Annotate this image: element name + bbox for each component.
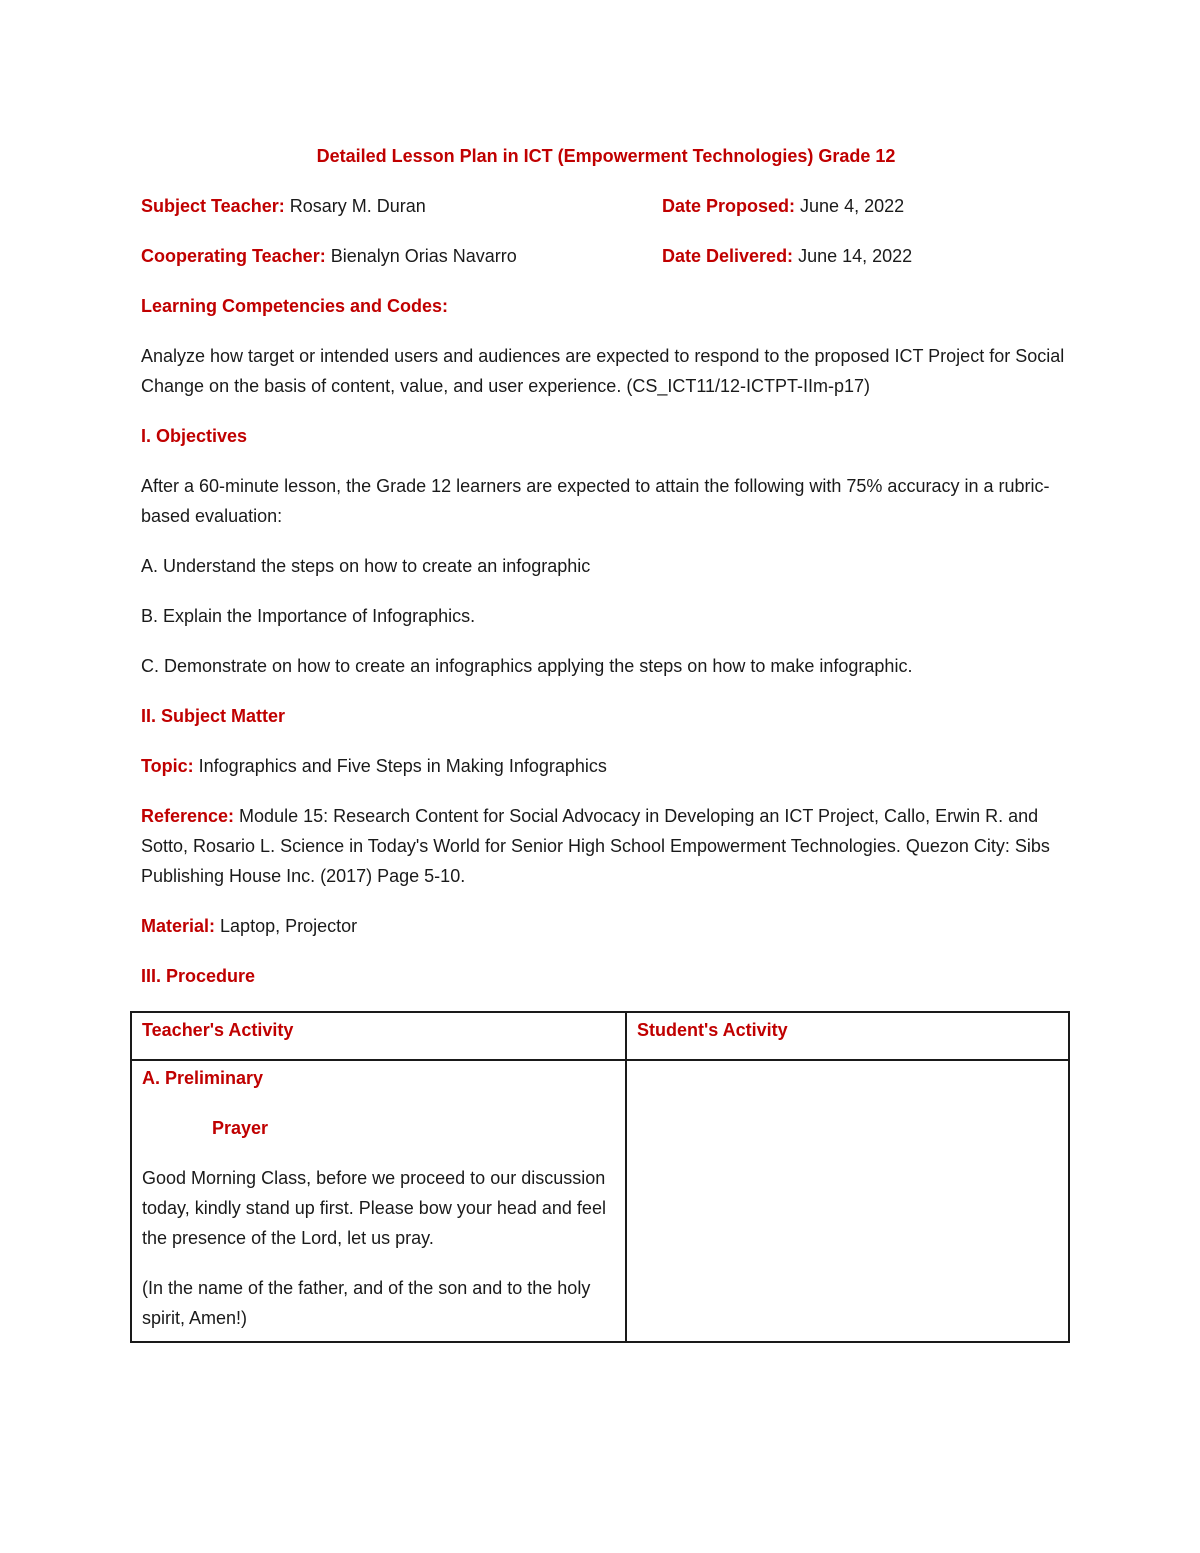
student-activity-header	[626, 1012, 1069, 1060]
objectives-heading: I. Objectives	[141, 426, 248, 446]
procedure-heading: III. Procedure	[141, 966, 256, 986]
objective-item-c: C. Demonstrate on how to create an infographics applying the steps on how to make infographic.	[141, 656, 913, 676]
objective-item-a: A. Understand the steps on how to create an infographic	[141, 556, 591, 576]
topic-value: Infographics and Five Steps in Making Infographics	[193, 756, 607, 776]
objective-item-b: B. Explain the Importance of Infographics.	[141, 606, 476, 626]
date-proposed-value: June 4, 2022	[795, 196, 905, 216]
date-proposed	[662, 191, 1071, 221]
student-activity-cell	[626, 1060, 1069, 1342]
greeting-text: Good Morning Class, before we proceed to our discussion today, kindly stand up first. Please bow your head and feel the presence of the Lord, let us pray.	[142, 1168, 606, 1248]
topic	[141, 751, 1071, 781]
subject-matter-heading: II. Subject Matter	[141, 706, 286, 726]
reference-label: Reference:	[141, 806, 235, 826]
topic-label: Topic:	[141, 756, 194, 776]
reference-value: Module 15: Research Content for Social Advocacy in Developing an ICT Project, Callo, Erwin R. and Sotto, Rosario L. Science in Today's World for Senior High School Empowerment Technologies. Quezon City: Sibs Publishing House Inc. (2017) Page 5-10.	[141, 806, 1050, 886]
teacher-activity-cell	[131, 1060, 626, 1342]
competencies-heading: Learning Competencies and Codes:	[141, 296, 449, 316]
subject-teacher-value: Rosary M. Duran	[284, 196, 426, 216]
table-header-row	[131, 1012, 1069, 1060]
student-activity-label: Student's Activity	[637, 1020, 788, 1040]
teacher-activity-label: Teacher's Activity	[142, 1020, 294, 1040]
date-delivered-value: June 14, 2022	[793, 246, 913, 266]
material-label: Material:	[141, 916, 216, 936]
subject-teacher	[141, 191, 662, 221]
cooperating-teacher-value: Bienalyn Orias Navarro	[325, 246, 517, 266]
objectives-intro: After a 60-minute lesson, the Grade 12 learners are expected to attain the following with 75% accuracy in a rubric-based evaluation:	[141, 476, 1050, 526]
table-row	[131, 1060, 1069, 1342]
cooperating-teacher	[141, 241, 662, 271]
prayer-heading: Prayer	[212, 1118, 269, 1138]
teacher-date-row-1	[141, 191, 1071, 221]
preliminary-heading: A. Preliminary	[142, 1068, 264, 1088]
date-delivered	[662, 241, 1071, 271]
document-title: Detailed Lesson Plan in ICT (Empowerment Technologies) Grade 12	[316, 146, 896, 166]
teacher-date-row-2	[141, 241, 1071, 271]
prayer-text: (In the name of the father, and of the son and to the holy spirit, Amen!)	[142, 1278, 591, 1328]
date-proposed-label: Date Proposed:	[662, 196, 796, 216]
lesson-plan-page	[141, 141, 1071, 1343]
date-delivered-label: Date Delivered:	[662, 246, 794, 266]
material	[141, 911, 1071, 941]
reference	[141, 801, 1071, 891]
material-value: Laptop, Projector	[215, 916, 358, 936]
teacher-activity-header	[131, 1012, 626, 1060]
competencies-text: Analyze how target or intended users and audiences are expected to respond to the proposed ICT Project for Social Change on the basis of content, value, and user experience. (CS_ICT11/12-ICTPT-IIm-p17)	[141, 346, 1065, 396]
procedure-table	[130, 1011, 1070, 1343]
cooperating-teacher-label: Cooperating Teacher:	[141, 246, 326, 266]
subject-teacher-label: Subject Teacher:	[141, 196, 285, 216]
